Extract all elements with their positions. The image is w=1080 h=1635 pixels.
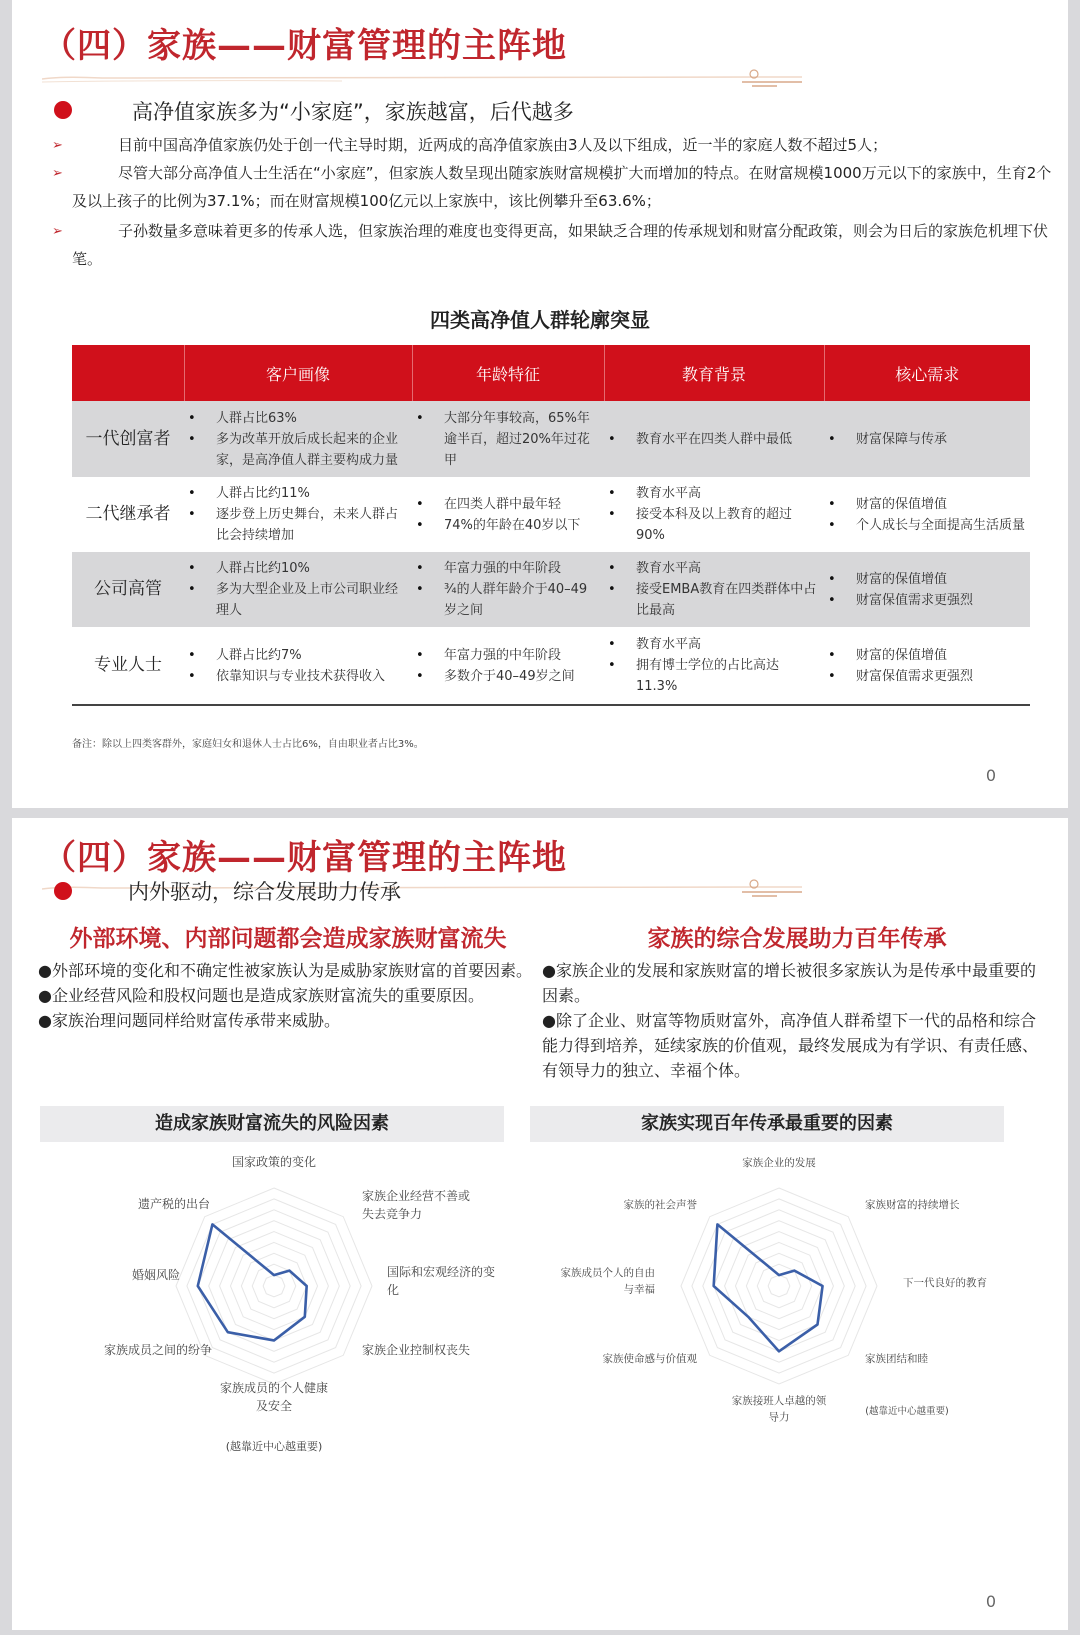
list-item: • 人群占比约7% <box>188 645 408 666</box>
slide-1 <box>12 0 1068 808</box>
axis-label: 家族的社会声誉 <box>623 1199 697 1211</box>
axis-label: 婚姻风险 <box>131 1268 180 1282</box>
list-item: • 财富保障与传承 <box>828 429 1026 450</box>
cell-education <box>604 552 824 627</box>
cell-needs <box>824 401 1030 477</box>
axis-label: 下一代良好的教育 <box>903 1277 987 1289</box>
title-underline-decoration <box>42 66 1042 92</box>
table-row <box>72 477 1030 552</box>
heading-bullet-icon <box>54 101 72 119</box>
list-item: • ¾的人群年龄介于40–49岁之间 <box>416 579 600 621</box>
radar-series-line <box>714 1224 823 1351</box>
row-label: 专业人士 <box>72 627 184 705</box>
list-item: • 教育水平在四类人群中最低 <box>608 429 820 450</box>
table-header-blank <box>72 345 184 401</box>
section-heading: 内外驱动，综合发展助力传承 <box>128 880 401 904</box>
list-item: • 个人成长与全面提高生活质量 <box>828 515 1026 536</box>
table-header-age: 年龄特征 <box>412 345 604 401</box>
list-item: • 接受EMBA教育在四类群体中占比最高 <box>608 579 820 621</box>
chart-note: (越靠近中心越重要) <box>225 1440 323 1453</box>
inheritance-factors-radar-chart <box>547 1148 1007 1478</box>
arrow-bullet-icon: ➢ <box>52 166 63 181</box>
right-column-title: 家族的综合发展助力百年传承 <box>647 926 947 952</box>
list-item: • 年富力强的中年阶段 <box>416 645 600 666</box>
chart-note: (越靠近中心越重要) <box>865 1406 949 1417</box>
axis-label: 家族财富的持续增长 <box>865 1199 960 1211</box>
axis-label: 家族企业经营不善或失去竞争力 <box>362 1189 471 1221</box>
list-item: • 教育水平高 <box>608 558 820 579</box>
axis-label: 国际和宏观经济的变化 <box>387 1265 496 1297</box>
axis-label: 家族成员个人的自由与幸福 <box>560 1267 655 1296</box>
chart-title: 造成家族财富流失的风险因素 <box>40 1106 504 1142</box>
slide-title: （四）家族——财富管理的主阵地 <box>42 838 567 878</box>
cell-profile <box>184 552 412 627</box>
axis-label: 家族成员的个人健康及安全 <box>219 1381 329 1413</box>
list-item: • 多为改革开放后成长起来的企业家，是高净值人群主要构成力量 <box>188 429 408 471</box>
section-heading: 高净值家族多为“小家庭”，家族越富，后代越多 <box>132 100 574 124</box>
profile-table <box>72 345 1030 706</box>
list-item: • 财富的保值增值 <box>828 645 1026 666</box>
list-item: ●企业经营风险和股权问题也是造成家族财富流失的重要原因。 <box>38 986 484 1005</box>
axis-label: 家族成员之间的纷争 <box>103 1343 212 1357</box>
axis-label: 家族团结和睦 <box>865 1353 928 1365</box>
cell-profile <box>184 401 412 477</box>
list-item: • 教育水平高 <box>608 634 820 655</box>
radar-grid <box>681 1188 877 1384</box>
grid-ring <box>220 1232 329 1341</box>
list-item: • 拥有博士学位的占比高达11.3% <box>608 655 820 697</box>
grid-ring <box>714 1221 845 1352</box>
heading-bullet-icon <box>54 882 72 900</box>
chart-title: 家族实现百年传承最重要的因素 <box>530 1106 1004 1142</box>
ornament-icon <box>742 880 802 896</box>
paragraph-3: 子孙数量多意味着更多的传承人选，但家族治理的难度也变得更高，如果缺乏合理的传承规划和财富分配政策，则会为日后的家族危机埋下伏笔。 <box>72 222 1049 268</box>
list-item: • 在四类人群中最年轻 <box>416 494 600 515</box>
row-label: 一代创富者 <box>72 401 184 477</box>
arrow-bullet-icon: ➢ <box>52 138 63 153</box>
list-item: • 依靠知识与专业技术获得收入 <box>188 666 408 687</box>
list-item: • 74%的年龄在40岁以下 <box>416 515 600 536</box>
grid-ring <box>681 1188 877 1384</box>
list-item: • 人群占比约10% <box>188 558 408 579</box>
list-item: • 财富的保值增值 <box>828 494 1026 515</box>
paragraph-1: 目前中国高净值家族仍处于创一代主导时期，近两成的高净值家族由3人及以下组成，近一半的家庭人数不超过5人； <box>118 136 888 154</box>
axis-label: 家族使命感与价值观 <box>602 1353 697 1365</box>
ornament-icon <box>742 70 802 86</box>
axis-label: 家族接班人卓越的领导力 <box>731 1395 827 1424</box>
list-item: • 多为大型企业及上市公司职业经理人 <box>188 579 408 621</box>
cell-age <box>412 401 604 477</box>
slide-title: （四）家族——财富管理的主阵地 <box>42 26 567 66</box>
cell-age <box>412 552 604 627</box>
cell-needs <box>824 552 1030 627</box>
table-row <box>72 401 1030 477</box>
table-header-profile: 客户画像 <box>184 345 412 401</box>
cell-education <box>604 401 824 477</box>
cell-age <box>412 627 604 705</box>
list-item: • 逐步登上历史舞台，未来人群占比会持续增加 <box>188 504 408 546</box>
table-row <box>72 552 1030 627</box>
grid-ring <box>768 1275 790 1297</box>
list-item: ●除了企业、财富等物质财富外，高净值人群希望下一代的品格和综合能力得到培养，延续家族的价值观，最终发展成为有学识、有责任感、有领导力的独立、幸福个体。 <box>542 1011 1039 1080</box>
page-number: 0 <box>985 1592 996 1611</box>
axis-label: 家族企业控制权丧失 <box>362 1343 471 1357</box>
row-label: 公司高管 <box>72 552 184 627</box>
list-item: • 人群占比63% <box>188 408 408 429</box>
list-item: • 财富保值需求更强烈 <box>828 666 1026 687</box>
left-column-body <box>38 958 538 1033</box>
left-column-title: 外部环境、内部问题都会造成家族财富流失 <box>69 926 507 952</box>
list-item: • 财富的保值增值 <box>828 569 1026 590</box>
list-item: • 财富保值需求更强烈 <box>828 590 1026 611</box>
cell-age <box>412 477 604 552</box>
list-item: • 教育水平高 <box>608 483 820 504</box>
cell-needs <box>824 627 1030 705</box>
slide-2 <box>12 818 1068 1630</box>
table-row <box>72 627 1030 705</box>
cell-education <box>604 477 824 552</box>
table-title: 四类高净值人群轮廓突显 <box>430 308 650 332</box>
list-item: ●家族治理问题同样给财富传承带来威胁。 <box>38 1011 340 1030</box>
cell-education <box>604 627 824 705</box>
list-item: • 人群占比约11% <box>188 483 408 504</box>
arrow-bullet-icon: ➢ <box>52 224 63 239</box>
list-item: ●家族企业的发展和家族财富的增长被很多家族认为是传承中最重要的因素。 <box>542 961 1036 1005</box>
list-item: • 多数介于40–49岁之间 <box>416 666 600 687</box>
axis-label: 国家政策的变化 <box>231 1155 317 1169</box>
cell-profile <box>184 627 412 705</box>
right-column-body <box>542 958 1042 1083</box>
list-item: • 大部分年事较高，65%年逾半百，超过20%年过花甲 <box>416 408 600 471</box>
cell-profile <box>184 477 412 552</box>
grid-ring <box>263 1275 285 1297</box>
paragraph-2: 尽管大部分高净值人士生活在“小家庭”，但家族人数呈现出随家族财富规模扩大而增加的特点。在财富规模1000万元以下的家族中，生育2个及以上孩子的比例为37.1%；而在财富规模100亿元以上家族中，该比例攀升至63.6%； <box>72 164 1052 210</box>
table-header-education: 教育背景 <box>604 345 824 401</box>
risk-factors-radar-chart <box>62 1148 502 1478</box>
table-footnote: 备注：除以上四类客群外，家庭妇女和退休人士占比6%，自由职业者占比3%。 <box>72 739 424 750</box>
list-item: • 年富力强的中年阶段 <box>416 558 600 579</box>
grid-ring <box>241 1253 306 1318</box>
row-label: 二代继承者 <box>85 504 171 524</box>
cell-needs <box>824 477 1030 552</box>
list-item: ●外部环境的变化和不确定性被家族认为是威胁家族财富的首要因素。 <box>38 961 532 980</box>
list-item: • 接受本科及以上教育的超过90% <box>608 504 820 546</box>
table-header-needs: 核心需求 <box>824 345 1030 401</box>
axis-label: 遗产税的出台 <box>137 1197 210 1211</box>
axis-label: 家族企业的发展 <box>742 1157 816 1169</box>
page-number: 0 <box>985 766 996 785</box>
grid-ring <box>746 1253 811 1318</box>
